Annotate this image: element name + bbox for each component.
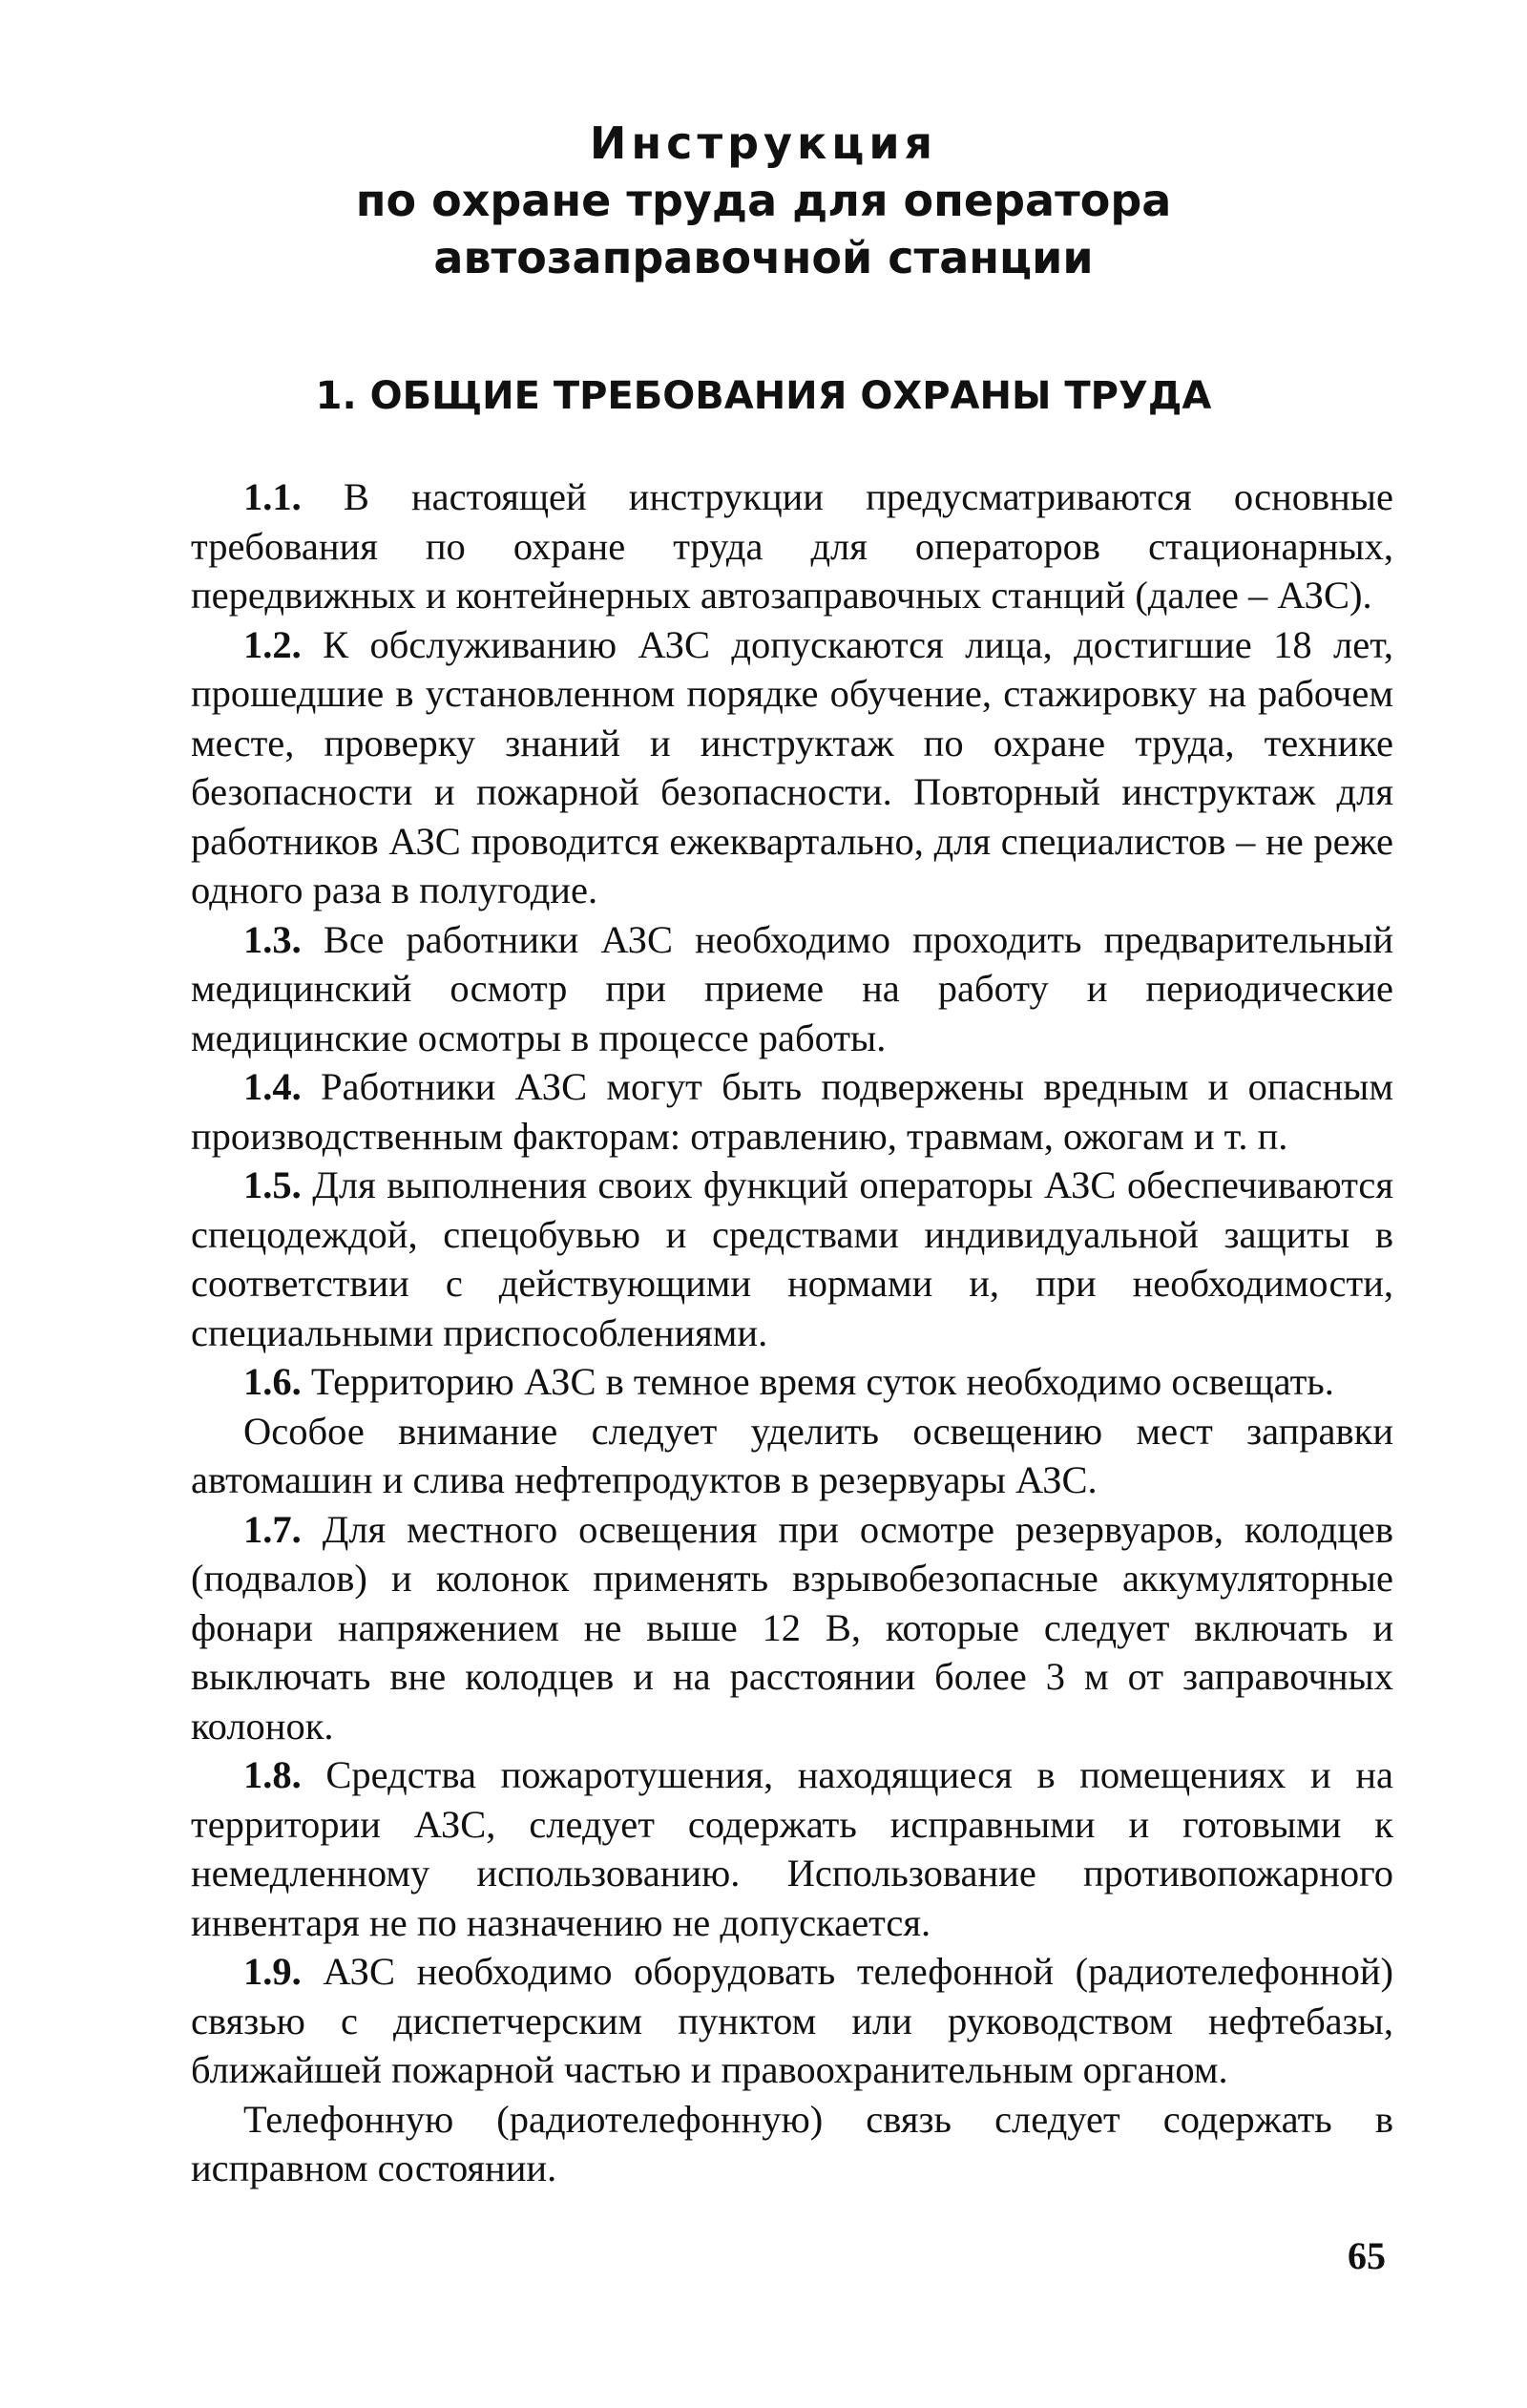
paragraph-text: К обслуживанию АЗС допускаются лица, достигшие 18 лет, прошедшие в установленном порядке обучение, стажировку на рабочем месте, проверку знаний и инструктаж по охране труда, технике безопасности и пожарной безопасности. Повторный инструктаж для работников АЗС проводится ежеквартально, для специалистов – не реже одного раза в полугодие. — [191, 622, 1393, 911]
title-line-2: по охране труда для оператора — [355, 175, 1172, 226]
paragraph-number: 1.5. — [243, 1163, 302, 1206]
paragraph-text: Все работники АЗС необходимо проходить предварительный медицинский осмотр при приеме на работу и периодические медицинские осмотры в процессе работы. — [191, 917, 1393, 1059]
paragraph-number: 1.2. — [243, 622, 302, 666]
paragraph-text: Для выполнения своих функций операторы АЗС обеспечиваются спецодеждой, спецобувью и средствами индивидуальной защиты в соответствии с действующими нормами и, при необходимости, специальными приспособлениями. — [191, 1163, 1393, 1354]
title-line-1: Инструкция — [589, 117, 938, 169]
paragraph-1-9 — [191, 1947, 1393, 2095]
paragraph-text: Территорию АЗС в темное время суток необходимо освещать. — [301, 1360, 1334, 1403]
paragraph-text: В настоящей инструкции предусматриваются основные требования по охране труда для операторов стационарных, передвижных и контейнерных автозаправочных станций (далее – АЗС). — [191, 475, 1393, 617]
paragraph-1-6 — [191, 1357, 1393, 1407]
paragraph-number: 1.9. — [243, 1950, 302, 1993]
paragraph-text: Для местного освещения при осмотре резервуаров, колодцев (подвалов) и колонок применять взрывобезопасные аккумуляторные фонари напряжением не выше 12 В, которые следует включать и выключать вне колодцев и на расстоянии более 3 м от заправочных колонок. — [191, 1507, 1393, 1748]
paragraph-1-4 — [191, 1062, 1393, 1161]
paragraph-number: 1.1. — [243, 475, 302, 518]
paragraph-1-2 — [191, 620, 1393, 915]
paragraph-number: 1.6. — [243, 1360, 302, 1403]
document-title — [286, 115, 1241, 286]
paragraph-1-9-continued — [191, 2095, 1393, 2193]
paragraph-1-6-continued — [191, 1407, 1393, 1505]
paragraph-number: 1.3. — [243, 917, 302, 961]
paragraph-text: АЗС необходимо оборудовать телефонной (радиотелефонной) связью с диспетчерским пунктом или руководством нефтебазы, ближайшей пожарной частью и правоохранительным органом. — [191, 1950, 1393, 2091]
body-text — [191, 472, 1393, 2193]
paragraph-number: 1.8. — [243, 1753, 302, 1796]
paragraph-1-1 — [191, 472, 1393, 620]
section-heading: 1. ОБЩИЕ ТРЕБОВАНИЯ ОХРАНЫ ТРУДА — [315, 374, 1212, 418]
page-number: 65 — [1348, 2234, 1386, 2277]
paragraph-text: Особое внимание следует уделить освещению мест заправки автомашин и слива нефтепродуктов в резервуары АЗС. — [191, 1409, 1393, 1501]
paragraph-number: 1.7. — [243, 1507, 302, 1551]
paragraph-1-5 — [191, 1161, 1393, 1357]
paragraph-1-3 — [191, 915, 1393, 1063]
title-line-3: автозаправочной станции — [433, 232, 1094, 283]
paragraph-1-8 — [191, 1750, 1393, 1947]
paragraph-number: 1.4. — [243, 1065, 302, 1108]
paragraph-text: Телефонную (радиотелефонную) связь следует содержать в исправном состоянии. — [191, 2097, 1393, 2189]
paragraph-text: Работники АЗС могут быть подвержены вредным и опасным производственным факторам: отравлению, травмам, ожогам и т. п. — [191, 1065, 1393, 1158]
paragraph-1-7 — [191, 1505, 1393, 1751]
paragraph-text: Средства пожаротушения, находящиеся в помещениях и на территории АЗС, следует содержать исправными и готовыми к немедленному использованию. Использование противопожарного инвентаря не по назначению не допускается. — [191, 1753, 1393, 1944]
